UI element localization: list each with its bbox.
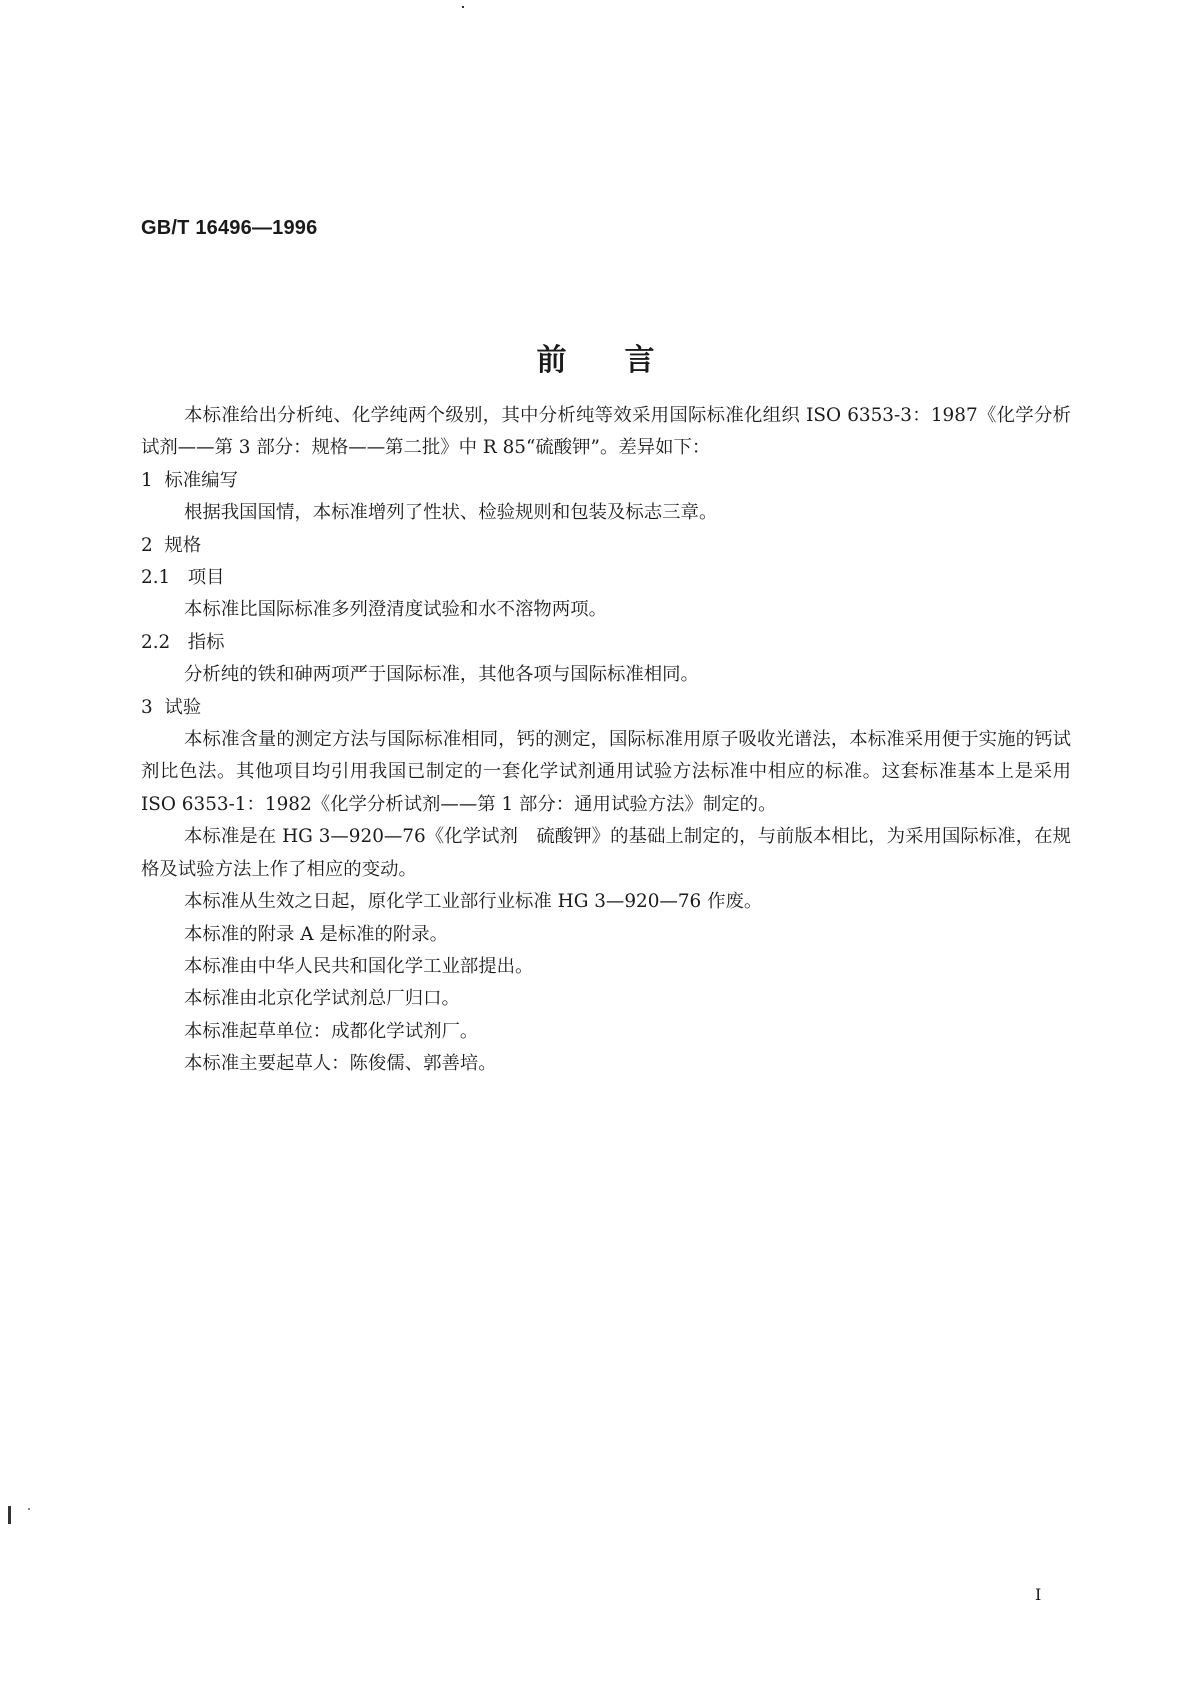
section-3-text: 本标准含量的测定方法与国际标准相同，钙的测定，国际标准用原子吸收光谱法，本标准采用便于实施的钙试剂比色法。其他项目均引用我国已制定的一套化学试剂通用试验方法标准中相应的标准。这套标准基本上是采用 ISO 6353-1：1982《化学分析试剂——第 1 部分：通用试验方法》制定的。 [141,729,1071,815]
scan-mark [462,6,464,8]
based-on-paragraph: 本标准是在 HG 3—920—76《化学试剂 硫酸钾》的基础上制定的，与前版本相比，为采用国际标准，在规格及试验方法上作了相应的变动。 [141,826,1071,880]
drafters-paragraph: 本标准主要起草人：陈俊儒、郭善培。 [184,1053,497,1075]
standard-number: GB/T 16496—1996 [141,217,318,239]
appendix-paragraph: 本标准的附录 A 是标准的附录。 [184,923,449,945]
section-2-2-text: 分析纯的铁和砷两项严于国际标准，其他各项与国际标准相同。 [184,664,699,686]
foreword-body [141,400,1071,1081]
scan-mark [8,1506,11,1524]
section-2-1-text: 本标准比国际标准多列澄清度试验和水不溶物两项。 [184,599,607,621]
page-number: I [1035,1585,1042,1604]
page-title: 前言 [536,343,713,378]
section-2-2-heading: 2.2 指标 [141,631,225,653]
intro-paragraph: 本标准给出分析纯、化学纯两个级别，其中分析纯等效采用国际标准化组织 ISO 6353-3：1987《化学分析试剂——第 3 部分：规格——第二批》中 R 85“硫酸钾”。差异如下： [141,405,1071,459]
drafting-unit-paragraph: 本标准起草单位：成都化学试剂厂。 [184,1020,479,1042]
proposed-paragraph: 本标准由中华人民共和国化学工业部提出。 [184,955,534,977]
effective-paragraph: 本标准从生效之日起，原化学工业部行业标准 HG 3—920—76 作废。 [184,891,763,913]
section-1-heading: 1 标准编写 [141,469,238,491]
managed-paragraph: 本标准由北京化学试剂总厂归口。 [184,988,460,1010]
section-2-1-heading: 2.1 项目 [141,567,225,589]
section-2-heading: 2 规格 [141,534,202,556]
section-3-heading: 3 试验 [141,696,202,718]
section-1-text: 根据我国国情，本标准增列了性状、检验规则和包装及标志三章。 [184,502,718,524]
scan-mark [28,1508,30,1510]
